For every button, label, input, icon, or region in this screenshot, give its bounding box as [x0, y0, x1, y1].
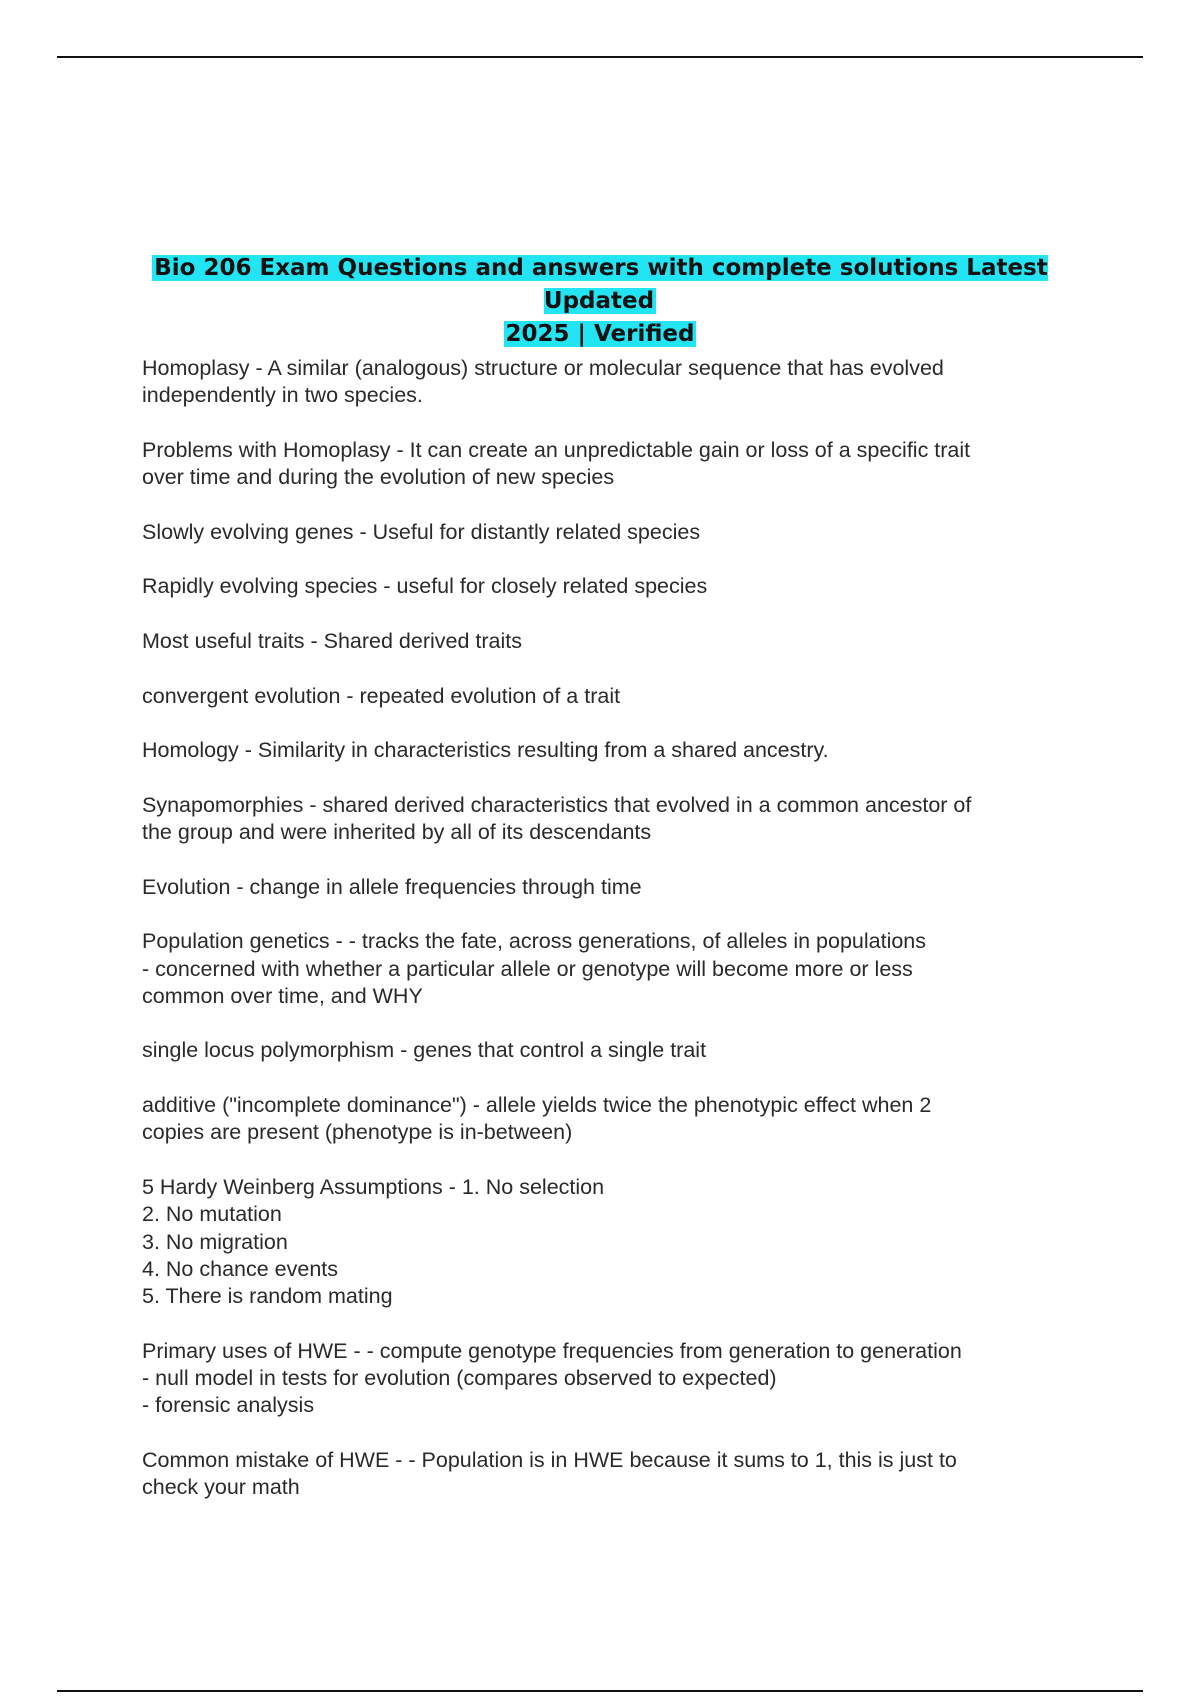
qa-item-slowly-evolving: Slowly evolving genes - Useful for distantly related species	[142, 519, 701, 544]
qa-item-single-locus: single locus polymorphism - genes that control a single trait	[142, 1038, 707, 1063]
qa-item-problems-homoplasy: Problems with Homoplasy - It can create an unpredictable gain or loss of a specific trait over time and during the evolution of new species	[142, 437, 971, 490]
qa-item-homoplasy: Homoplasy - A similar (analogous) structure or molecular sequence that has evolved independently in two species.	[142, 356, 944, 408]
qa-list	[142, 355, 1062, 1529]
qa-item-primary-uses-hwe: Primary uses of HWE - - compute genotype frequencies from generation to generation - null model in tests for evolution (compares observed to expected) - forensic analysis	[142, 1338, 962, 1418]
qa-item-synapomorphies: Synapomorphies - shared derived characteristics that evolved in a common ancestor of the group and were inherited by all of its descendants	[142, 792, 972, 845]
qa-item-additive: additive ("incomplete dominance") - allele yields twice the phenotypic effect when 2 copies are present (phenotype is in-between)	[142, 1093, 932, 1145]
bottom-rule	[57, 1690, 1143, 1692]
qa-item-common-mistake-hwe: Common mistake of HWE - - Population is in HWE because it sums to 1, this is just to check your math	[142, 1447, 957, 1500]
qa-item-hardy-weinberg: 5 Hardy Weinberg Assumptions - 1. No selection 2. No mutation 3. No migration 4. No chance events 5. There is random mating	[142, 1174, 605, 1309]
qa-item-most-useful-traits: Most useful traits - Shared derived traits	[142, 628, 522, 653]
qa-item-convergent-evolution: convergent evolution - repeated evolution of a trait	[142, 683, 621, 708]
qa-item-evolution: Evolution - change in allele frequencies through time	[142, 874, 642, 899]
qa-item-population-genetics: Population genetics - - tracks the fate, across generations, of alleles in populations - concerned with whether a particular allele or genotype will become more or less common over time, and WHY	[142, 929, 927, 1008]
title-line-1: Bio 206 Exam Questions and answers with complete solutions Latest Updated	[154, 255, 1048, 314]
qa-item-homology: Homology - Similarity in characteristics resulting from a shared ancestry.	[142, 738, 829, 763]
top-rule	[57, 56, 1143, 58]
title-line-2: 2025 | Verified	[505, 321, 695, 347]
document-title	[120, 252, 1080, 351]
qa-item-rapidly-evolving: Rapidly evolving species - useful for closely related species	[142, 574, 708, 599]
